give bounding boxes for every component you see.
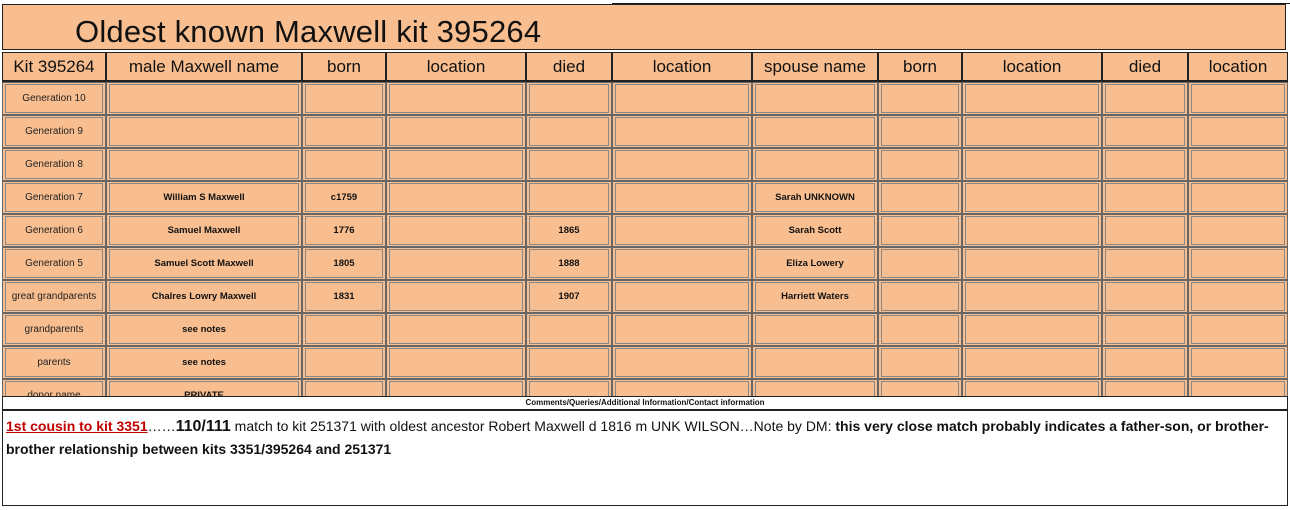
cell-value <box>389 249 523 278</box>
cell-value <box>529 117 609 146</box>
cell-value: Generation 9 <box>5 117 103 146</box>
data-cell[interactable] <box>612 313 752 346</box>
cell-value <box>881 84 959 113</box>
cell-value <box>881 315 959 344</box>
cell-value: Sarah Scott <box>755 216 875 245</box>
data-cell[interactable] <box>1102 148 1188 181</box>
data-cell[interactable] <box>612 181 752 214</box>
cell-value: see notes <box>109 348 299 377</box>
data-cell[interactable] <box>1188 148 1288 181</box>
data-cell[interactable] <box>106 148 302 181</box>
data-cell[interactable] <box>386 82 526 115</box>
cell-value <box>615 216 749 245</box>
cell-value: Sarah UNKNOWN <box>755 183 875 212</box>
column-header[interactable]: born <box>878 52 962 82</box>
data-cell[interactable] <box>1102 247 1188 280</box>
data-cell[interactable] <box>386 247 526 280</box>
cell-value <box>109 150 299 179</box>
table-row <box>2 82 1288 115</box>
table-row <box>2 181 1288 214</box>
data-cell[interactable] <box>752 313 878 346</box>
data-cell[interactable] <box>878 115 962 148</box>
data-cell[interactable] <box>612 346 752 379</box>
cell-value: Samuel Maxwell <box>109 216 299 245</box>
data-cell[interactable] <box>878 214 962 247</box>
column-header[interactable]: died <box>1102 52 1188 82</box>
cell-value <box>755 84 875 113</box>
table-row <box>2 346 1288 379</box>
cell-value <box>109 117 299 146</box>
generation-label-cell[interactable] <box>2 214 106 247</box>
cell-value: Generation 5 <box>5 249 103 278</box>
data-cell[interactable] <box>752 148 878 181</box>
cell-value: Harriett Waters <box>755 282 875 311</box>
data-cell[interactable] <box>878 181 962 214</box>
data-cell[interactable] <box>962 148 1102 181</box>
cell-value <box>615 183 749 212</box>
data-cell[interactable] <box>386 346 526 379</box>
generation-label-cell[interactable] <box>2 346 106 379</box>
cell-value <box>1191 183 1285 212</box>
notes-cell[interactable] <box>2 410 1288 506</box>
data-cell[interactable] <box>106 313 302 346</box>
cell-value <box>1105 183 1185 212</box>
page-title: Oldest known Maxwell kit 395264 <box>75 14 542 49</box>
data-cell[interactable] <box>302 148 386 181</box>
data-cell[interactable] <box>302 115 386 148</box>
data-cell[interactable] <box>106 115 302 148</box>
cell-value <box>965 150 1099 179</box>
generation-label-cell[interactable] <box>2 313 106 346</box>
cell-value <box>881 183 959 212</box>
cell-value: parents <box>5 348 103 377</box>
data-cell[interactable] <box>962 247 1102 280</box>
cell-value <box>965 183 1099 212</box>
data-cell[interactable] <box>302 181 386 214</box>
cell-value <box>881 249 959 278</box>
cell-value <box>965 216 1099 245</box>
data-cell[interactable] <box>302 280 386 313</box>
cell-value <box>1105 84 1185 113</box>
data-cell[interactable] <box>1188 82 1288 115</box>
table-row <box>2 247 1288 280</box>
cell-value <box>1105 249 1185 278</box>
cell-value <box>1191 282 1285 311</box>
cell-value: Chalres Lowry Maxwell <box>109 282 299 311</box>
cell-value <box>389 315 523 344</box>
cell-value <box>1105 216 1185 245</box>
data-cell[interactable] <box>386 148 526 181</box>
column-header[interactable]: male Maxwell name <box>106 52 302 82</box>
cell-value <box>529 183 609 212</box>
data-cell[interactable] <box>1102 82 1188 115</box>
cell-value: William S Maxwell <box>109 183 299 212</box>
data-cell[interactable] <box>526 115 612 148</box>
generation-label-cell[interactable] <box>2 181 106 214</box>
data-cell[interactable] <box>962 280 1102 313</box>
table-body <box>2 82 1288 412</box>
cell-value <box>1191 84 1285 113</box>
cell-value <box>881 348 959 377</box>
cell-value <box>881 117 959 146</box>
cell-value <box>389 84 523 113</box>
data-cell[interactable] <box>962 214 1102 247</box>
data-cell[interactable] <box>962 313 1102 346</box>
data-cell[interactable] <box>752 115 878 148</box>
cell-value <box>615 249 749 278</box>
column-header[interactable]: location <box>386 52 526 82</box>
cell-value <box>305 150 383 179</box>
cell-value <box>529 348 609 377</box>
cell-value: 1776 <box>305 216 383 245</box>
data-cell[interactable] <box>106 181 302 214</box>
data-cell[interactable] <box>878 82 962 115</box>
data-cell[interactable] <box>612 115 752 148</box>
cell-value <box>1191 315 1285 344</box>
data-cell[interactable] <box>962 115 1102 148</box>
cell-value: Generation 8 <box>5 150 103 179</box>
cell-value <box>881 216 959 245</box>
data-cell[interactable] <box>1102 115 1188 148</box>
note-ellipsis: …… <box>147 418 176 434</box>
cell-value <box>1191 249 1285 278</box>
data-cell[interactable] <box>526 148 612 181</box>
cell-value <box>755 315 875 344</box>
data-cell[interactable] <box>752 82 878 115</box>
data-cell[interactable] <box>1102 280 1188 313</box>
cell-value <box>755 117 875 146</box>
data-cell[interactable] <box>106 280 302 313</box>
cell-value <box>965 84 1099 113</box>
generation-label-cell[interactable] <box>2 247 106 280</box>
data-cell[interactable] <box>1102 214 1188 247</box>
generation-label-cell[interactable] <box>2 82 106 115</box>
cell-value: Generation 7 <box>5 183 103 212</box>
data-cell[interactable] <box>752 181 878 214</box>
table-row <box>2 280 1288 313</box>
data-cell[interactable] <box>752 280 878 313</box>
data-cell[interactable] <box>878 148 962 181</box>
generation-label-cell[interactable] <box>2 280 106 313</box>
data-cell[interactable] <box>612 82 752 115</box>
data-cell[interactable] <box>878 346 962 379</box>
data-cell[interactable] <box>962 346 1102 379</box>
data-cell[interactable] <box>612 247 752 280</box>
data-cell[interactable] <box>752 214 878 247</box>
cell-value <box>965 315 1099 344</box>
data-cell[interactable] <box>1188 115 1288 148</box>
table-row <box>2 115 1288 148</box>
cell-value <box>389 282 523 311</box>
cell-value: Generation 6 <box>5 216 103 245</box>
data-cell[interactable] <box>1188 313 1288 346</box>
cell-value <box>615 117 749 146</box>
ancestry-table <box>2 52 1288 412</box>
data-cell[interactable] <box>302 346 386 379</box>
data-cell[interactable] <box>302 82 386 115</box>
cell-value: grandparents <box>5 315 103 344</box>
data-cell[interactable] <box>1188 346 1288 379</box>
table-row <box>2 214 1288 247</box>
column-header[interactable]: born <box>302 52 386 82</box>
data-cell[interactable] <box>526 82 612 115</box>
cell-value <box>1191 150 1285 179</box>
cell-value <box>1105 117 1185 146</box>
cell-value <box>389 348 523 377</box>
cell-value <box>305 348 383 377</box>
data-cell[interactable] <box>1102 313 1188 346</box>
generation-label-cell[interactable] <box>2 115 106 148</box>
data-cell[interactable] <box>106 346 302 379</box>
table-row <box>2 148 1288 181</box>
data-cell[interactable] <box>962 82 1102 115</box>
cell-value <box>615 84 749 113</box>
cell-value <box>1191 117 1285 146</box>
cell-value <box>305 315 383 344</box>
data-cell[interactable] <box>526 247 612 280</box>
data-cell[interactable] <box>878 247 962 280</box>
cell-value: Generation 10 <box>5 84 103 113</box>
cell-value <box>1105 150 1185 179</box>
cell-value <box>615 315 749 344</box>
cell-value: 1888 <box>529 249 609 278</box>
data-cell[interactable] <box>962 181 1102 214</box>
table-row <box>2 313 1288 346</box>
cell-value: 1907 <box>529 282 609 311</box>
cell-value: 1831 <box>305 282 383 311</box>
data-cell[interactable] <box>878 280 962 313</box>
cell-value <box>965 117 1099 146</box>
cousin-link[interactable]: 1st cousin to kit 3351 <box>6 418 148 434</box>
cell-value <box>389 150 523 179</box>
cell-value: 1865 <box>529 216 609 245</box>
data-cell[interactable] <box>106 82 302 115</box>
cell-value <box>1105 315 1185 344</box>
header-row <box>2 52 1288 82</box>
data-cell[interactable] <box>386 214 526 247</box>
column-header[interactable]: died <box>526 52 612 82</box>
cell-value <box>109 84 299 113</box>
data-cell[interactable] <box>1188 247 1288 280</box>
data-cell[interactable] <box>106 214 302 247</box>
cell-value: Eliza Lowery <box>755 249 875 278</box>
cell-value <box>965 282 1099 311</box>
column-header[interactable]: location <box>962 52 1102 82</box>
match-score: 110/111 <box>175 418 231 435</box>
cell-value <box>1191 348 1285 377</box>
cell-value <box>755 150 875 179</box>
comments-label[interactable]: Comments/Queries/Additional Information/Contact information <box>2 396 1288 410</box>
data-cell[interactable] <box>526 214 612 247</box>
cell-value <box>1191 216 1285 245</box>
data-cell[interactable] <box>526 313 612 346</box>
cell-value <box>755 348 875 377</box>
cell-value <box>1105 348 1185 377</box>
cell-value <box>389 117 523 146</box>
column-header[interactable]: Kit 395264 <box>2 52 106 82</box>
cell-value <box>305 84 383 113</box>
data-cell[interactable] <box>386 313 526 346</box>
cell-value <box>881 150 959 179</box>
data-cell[interactable] <box>1188 214 1288 247</box>
data-cell[interactable] <box>752 247 878 280</box>
data-cell[interactable] <box>752 346 878 379</box>
generation-label-cell[interactable] <box>2 148 106 181</box>
note-conclusion: this very close match probably indicates a father-son, or brother-brother relationship between kits 3351/395264 and 251371 <box>6 418 1269 457</box>
note-text: match to kit 251371 with oldest ancestor Robert Maxwell d 1816 m UNK WILSON…Note by DM: <box>230 418 836 434</box>
cell-value <box>529 84 609 113</box>
data-cell[interactable] <box>106 247 302 280</box>
cell-value <box>881 282 959 311</box>
data-cell[interactable] <box>526 280 612 313</box>
cell-value: Samuel Scott Maxwell <box>109 249 299 278</box>
data-cell[interactable] <box>302 247 386 280</box>
cell-value <box>965 348 1099 377</box>
data-cell[interactable] <box>1102 181 1188 214</box>
data-cell[interactable] <box>612 148 752 181</box>
data-cell[interactable] <box>386 181 526 214</box>
cell-value <box>305 117 383 146</box>
column-header[interactable]: location <box>1188 52 1288 82</box>
data-cell[interactable] <box>302 214 386 247</box>
cell-value <box>1105 282 1185 311</box>
data-cell[interactable] <box>386 280 526 313</box>
data-cell[interactable] <box>612 280 752 313</box>
data-cell[interactable] <box>526 346 612 379</box>
cell-value <box>389 216 523 245</box>
data-cell[interactable] <box>1102 346 1188 379</box>
cell-value: c1759 <box>305 183 383 212</box>
data-cell[interactable] <box>612 214 752 247</box>
cell-value <box>529 150 609 179</box>
column-header[interactable]: location <box>612 52 752 82</box>
cell-value <box>965 249 1099 278</box>
data-cell[interactable] <box>302 313 386 346</box>
data-cell[interactable] <box>1188 181 1288 214</box>
cell-value: 1805 <box>305 249 383 278</box>
cell-value <box>615 348 749 377</box>
data-cell[interactable] <box>1188 280 1288 313</box>
data-cell[interactable] <box>526 181 612 214</box>
cell-value: see notes <box>109 315 299 344</box>
cell-value: great grandparents <box>5 282 103 311</box>
cell-value <box>615 282 749 311</box>
data-cell[interactable] <box>878 313 962 346</box>
cell-value <box>529 315 609 344</box>
cell-value <box>615 150 749 179</box>
cell-value <box>389 183 523 212</box>
data-cell[interactable] <box>386 115 526 148</box>
title-cell[interactable] <box>2 4 1286 50</box>
column-header[interactable]: spouse name <box>752 52 878 82</box>
